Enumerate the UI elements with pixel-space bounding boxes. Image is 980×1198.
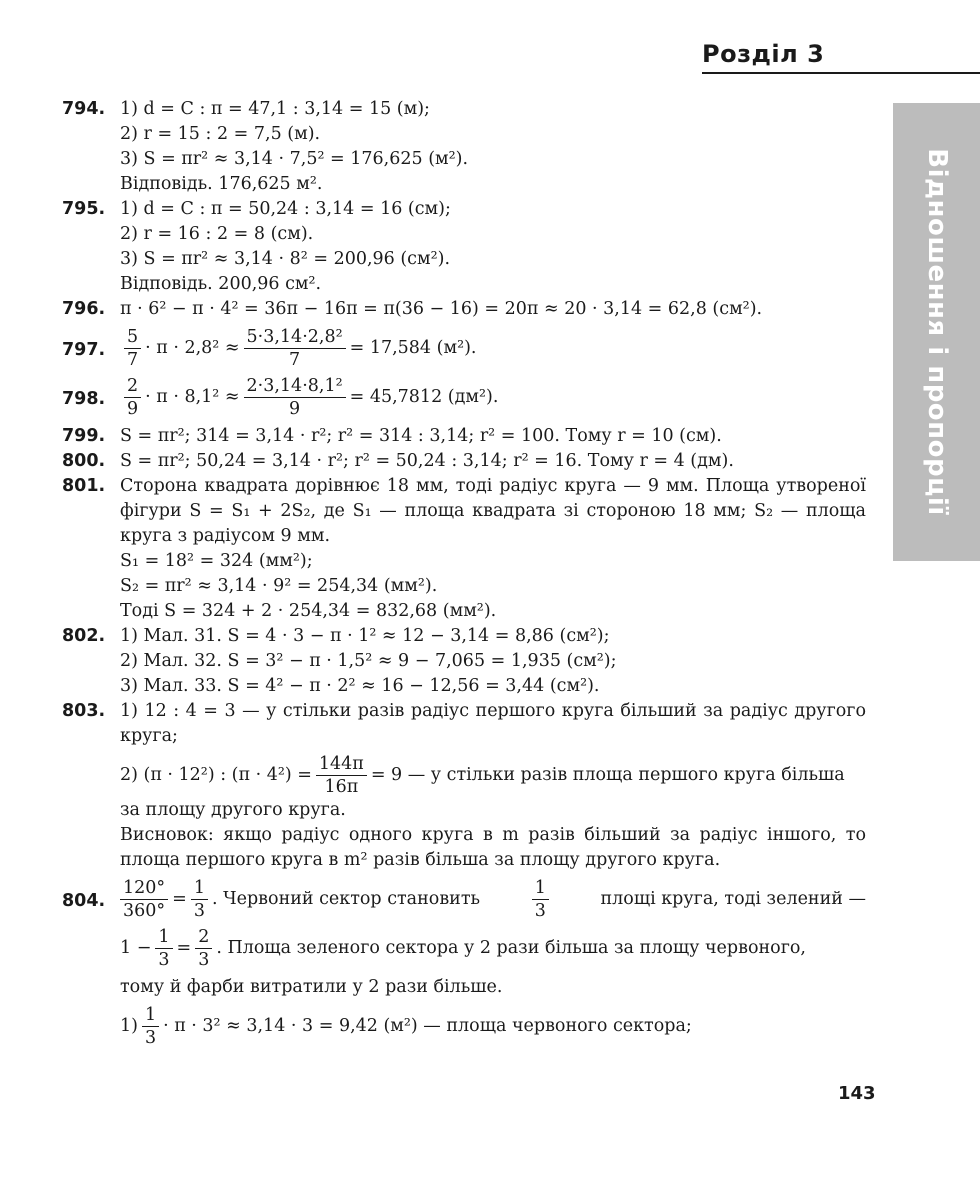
side-tab-label: Відношення і пропорції — [921, 148, 952, 516]
problem-number: 804. — [62, 891, 106, 911]
denominator: 3 — [193, 901, 205, 921]
page-number: 143 — [838, 1083, 876, 1104]
expression-text: = — [172, 889, 187, 909]
problem-795 — [62, 197, 866, 297]
problem-800 — [62, 449, 866, 474]
problem-802 — [62, 624, 866, 699]
numerator: 2 — [195, 926, 212, 949]
fraction — [124, 375, 141, 420]
fraction-line — [120, 375, 866, 420]
solution-line: 3) S = πr² ≈ 3,14 · 7,5² = 176,625 (м²). — [120, 149, 469, 169]
fraction — [316, 753, 367, 798]
fraction — [195, 926, 212, 971]
solution-line: S = πr²; 50,24 = 3,14 · r²; r² = 50,24 : 3,14; r² = 16. Тому r = 4 (дм). — [120, 451, 734, 471]
expression-text: 2) (π · 12²) : (π · 4²) = — [120, 765, 312, 785]
solution-line: 2) r = 15 : 2 = 7,5 (м). — [120, 124, 321, 144]
problem-number: 794. — [62, 99, 106, 119]
fraction — [124, 326, 141, 371]
solution-line: 2) Мал. 32. S = 3² − π · 1,5² ≈ 9 − 7,065 = 1,935 (см²); — [120, 651, 617, 671]
solution-line: 1) Мал. 31. S = 4 · 3 − π · 1² ≈ 12 − 3,14 = 8,86 (см²); — [120, 626, 610, 646]
numerator: 144π — [316, 753, 367, 776]
section-title: Розділ 3 — [702, 40, 825, 68]
problem-number: 801. — [62, 476, 106, 496]
fraction — [142, 1004, 159, 1049]
side-tab — [893, 103, 980, 561]
problem-801 — [62, 474, 866, 624]
problem-804 — [62, 877, 866, 1049]
problem-number: 796. — [62, 299, 106, 319]
numerator: 1 — [142, 1004, 159, 1027]
denominator: 360° — [123, 901, 166, 921]
expression-text: · π · 8,1² ≈ — [145, 387, 240, 407]
solution-line: 3) Мал. 33. S = 4² − π · 2² ≈ 16 − 12,56 = 3,44 (см²). — [120, 676, 600, 696]
numerator: 1 — [191, 877, 208, 900]
problem-number: 795. — [62, 199, 106, 219]
expression-text: = — [176, 938, 192, 958]
solutions-content — [62, 97, 866, 1049]
expression-text: . Червоний сектор становить — [211, 889, 481, 909]
solution-line: π · 6² − π · 4² = 36π − 16π = π(36 − 16) = 20π ≈ 20 · 3,14 = 62,8 (см²). — [120, 299, 763, 319]
problem-number: 797. — [62, 340, 106, 360]
expression-text: = 9 — у стільки разів площа першого круга більша — [370, 765, 845, 785]
numerator: 2·3,14·8,1² — [244, 375, 346, 398]
fraction — [191, 877, 208, 922]
numerator: 2 — [124, 375, 141, 398]
expression-text: площі круга, тоді зелений — — [600, 889, 866, 909]
expression-text: · π · 2,8² ≈ — [145, 338, 240, 358]
denominator: 7 — [127, 350, 139, 370]
denominator: 9 — [127, 399, 139, 419]
denominator: 7 — [289, 350, 301, 370]
denominator: 16π — [324, 777, 359, 797]
fraction-line — [120, 1004, 866, 1049]
conclusion-paragraph: Висновок: якщо радіус одного круга в m разів більший за радіус іншого, то площа першого круга в m² разів більша за площу другого круга. — [120, 825, 866, 870]
fraction — [532, 877, 549, 922]
fraction-line — [120, 753, 866, 798]
expression-text: · π · 3² ≈ 3,14 · 3 = 9,42 (м²) — площа червоного сектора; — [163, 1016, 692, 1036]
answer-line: Відповідь. 176,625 м². — [120, 174, 323, 194]
solution-line: 1) d = C : π = 47,1 : 3,14 = 15 (м); — [120, 99, 430, 119]
problem-number: 800. — [62, 451, 106, 471]
problem-number: 798. — [62, 389, 106, 409]
fraction — [244, 375, 346, 420]
fraction — [155, 926, 172, 971]
answer-line: Відповідь. 200,96 см². — [120, 274, 322, 294]
problem-number: 799. — [62, 426, 106, 446]
numerator: 5 — [124, 326, 141, 349]
problem-794 — [62, 97, 866, 197]
fraction-line — [120, 326, 866, 371]
solution-paragraph: Сторона квадрата дорівнює 18 мм, тоді радіус круга — 9 мм. Площа утвореної фігури S = S₁ + 2S₂, де S₁ — площа квадрата зі стороною 18 мм; S₂ — площа круга з радіусом 9 мм. — [120, 476, 866, 546]
problem-803 — [62, 699, 866, 873]
fraction — [244, 326, 346, 371]
denominator: 9 — [289, 399, 301, 419]
numerator: 1 — [532, 877, 549, 900]
solution-line: S₂ = πr² ≈ 3,14 · 9² = 254,34 (мм²). — [120, 576, 438, 596]
expression-text: . Площа зеленого сектора у 2 рази більша за площу червоного, — [216, 938, 806, 958]
problem-796 — [62, 297, 866, 322]
expression-text: 1 − — [120, 938, 152, 958]
numerator: 5·3,14·2,8² — [244, 326, 346, 349]
solution-line: 2) r = 16 : 2 = 8 (см). — [120, 224, 314, 244]
expression-text: = 17,584 (м²). — [349, 338, 477, 358]
denominator: 3 — [158, 950, 170, 970]
fraction-line — [120, 926, 866, 971]
expression-text: = 45,7812 (дм²). — [349, 387, 499, 407]
solution-line: S₁ = 18² = 324 (мм²); — [120, 551, 313, 571]
problem-number: 803. — [62, 701, 106, 721]
solution-line: S = πr²; 314 = 3,14 · r²; r² = 314 : 3,14; r² = 100. Тому r = 10 (см). — [120, 426, 722, 446]
denominator: 3 — [144, 1028, 157, 1048]
fraction-line — [120, 877, 866, 922]
page-header — [702, 40, 980, 74]
denominator: 3 — [534, 901, 546, 921]
solution-paragraph: 1) 12 : 4 = 3 — у стільки разів радіус першого круга більший за радіус другого круга; — [120, 701, 866, 746]
solution-line: 1) d = C : π = 50,24 : 3,14 = 16 (см); — [120, 199, 451, 219]
solution-line: Тоді S = 324 + 2 · 254,34 = 832,68 (мм²). — [120, 601, 497, 621]
expression-text: 1) — [120, 1016, 138, 1036]
numerator: 120° — [120, 877, 168, 900]
numerator: 1 — [155, 926, 172, 949]
problem-797 — [62, 326, 866, 371]
problem-799 — [62, 424, 866, 449]
solution-line: 3) S = πr² ≈ 3,14 · 8² = 200,96 (см²). — [120, 249, 451, 269]
problem-798 — [62, 375, 866, 420]
fraction — [120, 877, 168, 922]
solution-line: за площу другого круга. — [120, 800, 346, 820]
solution-line: тому й фарби витратили у 2 рази більше. — [120, 977, 503, 997]
problem-number: 802. — [62, 626, 106, 646]
denominator: 3 — [198, 950, 210, 970]
